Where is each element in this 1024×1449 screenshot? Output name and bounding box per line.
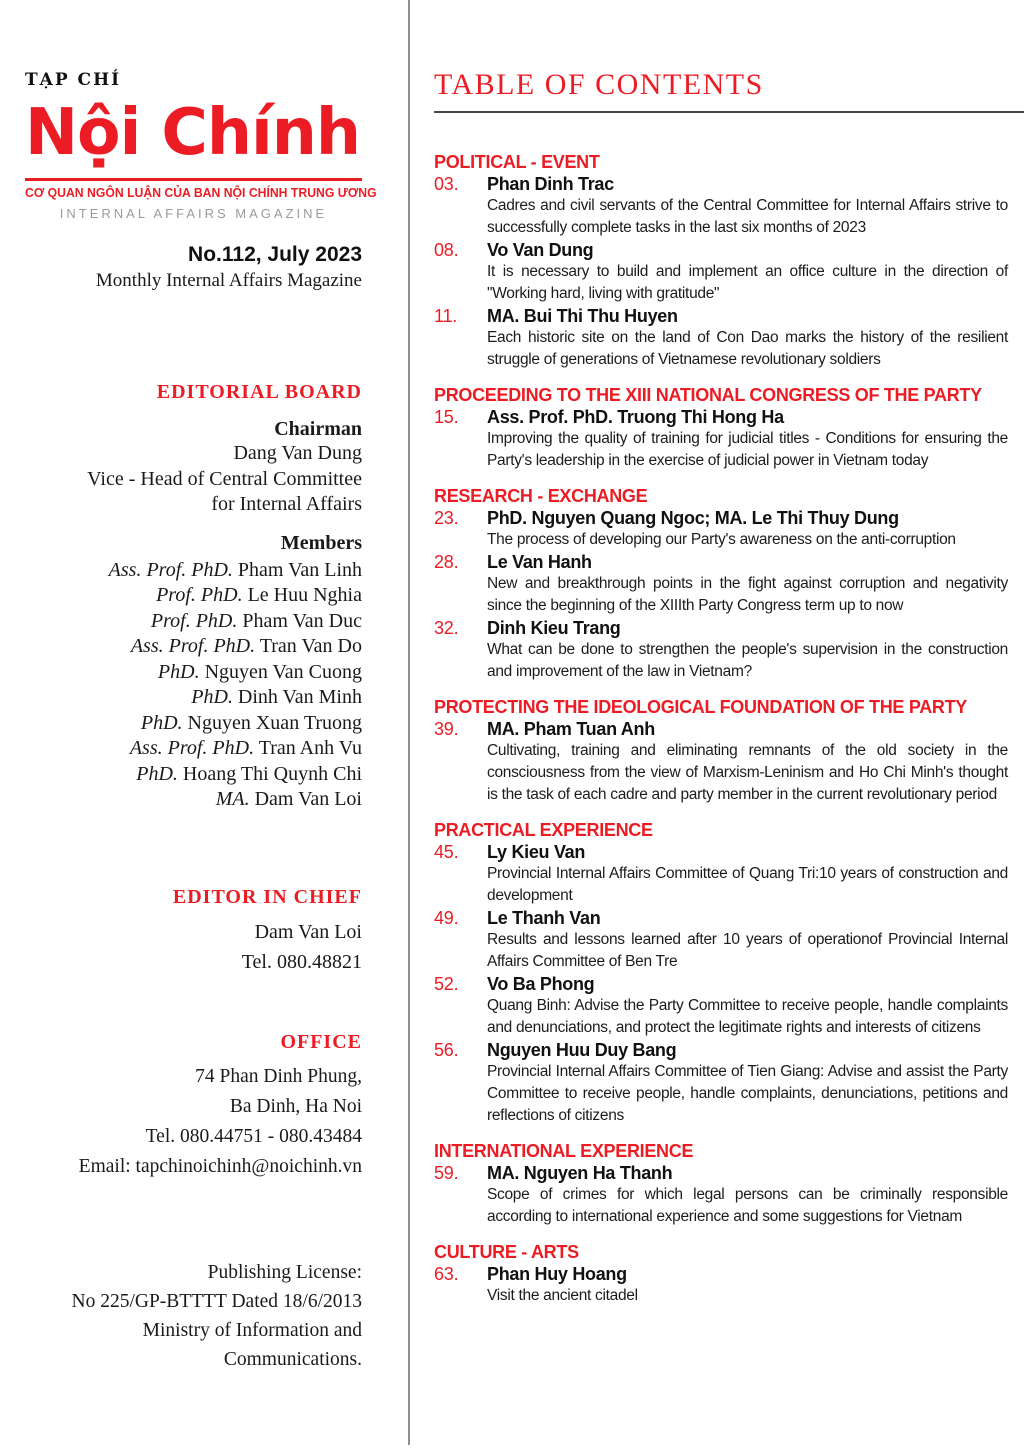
toc-entry-summary: Cultivating, training and eliminating remnants of the old society in the consciousness from the view of Marxism-Leninism and Ho Chi Minh's thought is the task of each cadre and party member in the current revolutionary period	[487, 742, 1008, 803]
toc-entry-author: Dinh Kieu Trang	[487, 618, 621, 638]
toc-section-heading: CULTURE - ARTS	[434, 1242, 579, 1262]
office-email: Email: tapchinoichinh@noichinh.vn	[78, 1156, 362, 1177]
board-member	[0, 583, 362, 609]
toc-entry-author: MA. Bui Thi Thu Huyen	[487, 306, 678, 326]
toc-entry-page-number: 08.	[434, 240, 459, 260]
license-line: Communications.	[223, 1349, 362, 1370]
member-name: Pham Van Linh	[237, 558, 362, 581]
members-label: Members	[280, 531, 362, 554]
entry-list	[434, 718, 1008, 806]
masthead	[25, 70, 377, 221]
editorial-board-title: EDITORIAL BOARD	[156, 381, 362, 403]
table-of-contents	[434, 0, 1008, 1307]
office-title: OFFICE	[280, 1031, 362, 1053]
magazine-small-title: TẠP CHÍ	[25, 70, 122, 90]
toc-entry-page-number: 23.	[434, 508, 459, 528]
publishing-license	[0, 1258, 362, 1374]
license-line: No 225/GP-BTTTT Dated 18/6/2013	[71, 1291, 362, 1312]
member-title: PhD.	[191, 686, 233, 708]
office-address-line: 74 Phan Dinh Phung,	[195, 1066, 362, 1087]
toc-entry	[434, 305, 1008, 371]
office-tel: Tel. 080.44751 - 080.43484	[145, 1126, 362, 1147]
tagline-english: INTERNAL AFFAIRS MAGAZINE	[59, 206, 328, 221]
toc-entry-summary: What can be done to strengthen the people's supervision in the construction and improvement of the law in Vietnam?	[487, 641, 1008, 680]
license-line: Publishing License:	[207, 1262, 362, 1283]
toc-entry-page-number: 59.	[434, 1163, 459, 1183]
toc-entry-summary: Each historic site on the land of Con Dao marks the history of the resilient struggle of generations of Vietnamese revolutionary soldiers	[487, 329, 1008, 368]
toc-section-heading: RESEARCH - EXCHANGE	[434, 486, 648, 506]
toc-entry-summary: New and breakthrough points in the fight against corruption and negativity since the beginning of the XIIIth Party Congress term up to now	[487, 575, 1008, 614]
office-block	[0, 1031, 362, 1182]
member-name: Dam Van Loi	[254, 788, 362, 810]
column-divider	[408, 0, 410, 1445]
member-name: Nguyen Van Cuong	[204, 660, 362, 683]
toc-entry-author: MA. Pham Tuan Anh	[487, 719, 655, 739]
member-name: Hoang Thi Quynh Chi	[182, 762, 362, 785]
toc-entry-page-number: 39.	[434, 719, 459, 739]
toc-title: TABLE OF CONTENTS	[434, 68, 764, 101]
toc-section-heading: PRACTICAL EXPERIENCE	[434, 820, 653, 840]
toc-entry-author: Ass. Prof. PhD. Truong Thi Hong Ha	[487, 407, 784, 427]
toc-entry-page-number: 52.	[434, 974, 459, 994]
issue-block	[0, 243, 362, 292]
toc-entry-author: MA. Nguyen Ha Thanh	[487, 1163, 673, 1183]
member-title: Prof. PhD.	[150, 609, 238, 632]
toc-entry-page-number: 49.	[434, 908, 459, 928]
toc-section	[434, 1140, 1008, 1228]
toc-entry-author: Ly Kieu Van	[487, 842, 586, 862]
toc-entry-summary: Cadres and civil servants of the Central Committee for Internal Affairs strive to successfully complete tasks in the last six months of 2023	[487, 197, 1008, 236]
entry-list	[434, 1263, 1008, 1307]
editor-in-chief-title: EDITOR IN CHIEF	[172, 886, 362, 908]
toc-title-rule	[434, 111, 1024, 113]
board-member	[0, 558, 362, 584]
toc-entry-summary: Visit the ancient citadel	[487, 1287, 638, 1304]
editorial-board	[0, 381, 362, 813]
member-name: Nguyen Xuan Truong	[187, 711, 362, 734]
toc-entry-summary: The process of developing our Party's awareness on the anti-corruption	[487, 531, 956, 548]
toc-entry	[434, 1039, 1008, 1127]
toc-section-heading: INTERNATIONAL EXPERIENCE	[434, 1141, 694, 1161]
board-member	[0, 736, 362, 762]
issue-subtitle: Monthly Internal Affairs Magazine	[95, 270, 362, 291]
member-title: PhD.	[140, 711, 183, 734]
toc-section	[434, 384, 1008, 472]
board-member	[0, 762, 362, 788]
toc-entry-page-number: 56.	[434, 1040, 459, 1060]
toc-entry-page-number: 63.	[434, 1264, 459, 1284]
toc-entry	[434, 617, 1008, 683]
member-name: Dinh Van Minh	[237, 686, 362, 708]
toc-entry-summary: Quang Binh: Advise the Party Committee to receive people, handle complaints and denunciations, and protect the legitimate rights and interests of citizens	[487, 997, 1008, 1036]
board-member	[0, 711, 362, 737]
entry-list	[434, 841, 1008, 1127]
office-address-line: Ba Dinh, Ha Noi	[229, 1096, 362, 1117]
toc-section	[434, 819, 1008, 1127]
toc-entry-author: PhD. Nguyen Quang Ngoc; MA. Le Thi Thuy Dung	[487, 508, 899, 528]
toc-entry-page-number: 32.	[434, 618, 459, 638]
toc-entry-author: Vo Van Dung	[487, 240, 594, 260]
member-title: PhD.	[157, 660, 200, 683]
editor-in-chief-name: Dam Van Loi	[254, 921, 362, 943]
toc-section	[434, 151, 1008, 371]
toc-entry-author: Phan Huy Hoang	[487, 1264, 627, 1284]
magazine-logo: Nội Chính	[25, 96, 360, 170]
member-name: Pham Van Duc	[242, 609, 362, 632]
toc-entry-page-number: 28.	[434, 552, 459, 572]
chairman-label: Chairman	[274, 418, 362, 440]
toc-entry-summary: Provincial Internal Affairs Committee of Tien Giang: Advise and assist the Party Committee to receive people, handle complaints, denunciations, petitions and reflections of citizens	[487, 1063, 1008, 1124]
toc-entry	[434, 406, 1008, 472]
toc-entry-page-number: 45.	[434, 842, 459, 862]
toc-entry-summary: Scope of crimes for which legal persons can be criminally responsible according to international experience and some suggestions for Vietnam	[487, 1186, 1008, 1225]
toc-entry	[434, 1263, 1008, 1307]
toc-entry-page-number: 15.	[434, 407, 459, 427]
chairman-role-line: Vice - Head of Central Committee	[87, 467, 362, 490]
toc-entry	[434, 973, 1008, 1039]
member-title: MA.	[215, 788, 250, 810]
toc-entry	[434, 239, 1008, 305]
toc-entry-author: Nguyen Huu Duy Bang	[487, 1040, 677, 1060]
toc-entry	[434, 507, 1008, 551]
board-member	[0, 634, 362, 660]
member-title: Ass. Prof. PhD.	[108, 558, 233, 581]
toc-entry-author: Vo Ba Phong	[487, 974, 595, 994]
license-line: Ministry of Information and	[142, 1320, 362, 1341]
member-name: Tran Van Do	[259, 635, 362, 657]
logo-underline	[25, 178, 362, 181]
board-member	[0, 685, 362, 711]
editor-in-chief-tel: Tel. 080.48821	[241, 951, 362, 973]
toc-entry	[434, 907, 1008, 973]
toc-entry-summary: Improving the quality of training for judicial titles - Conditions for ensuring the Party's leadership in the exercise of judicial power in Vietnam today	[487, 430, 1008, 469]
toc-entry-summary: Results and lessons learned after 10 years of operationof Provincial Internal Affairs Committee of Ben Tre	[487, 931, 1008, 970]
issue-number: No.112, July 2023	[188, 243, 362, 266]
members-list	[0, 558, 362, 813]
entry-list	[434, 1162, 1008, 1228]
toc-entry-author: Le Thanh Van	[487, 908, 601, 928]
member-name: Tran Anh Vu	[258, 737, 362, 759]
member-title: Ass. Prof. PhD.	[129, 737, 255, 759]
entry-list	[434, 507, 1008, 683]
chairman-role-line: for Internal Affairs	[211, 493, 362, 515]
toc-entry-author: Phan Dinh Trac	[487, 174, 614, 194]
editor-in-chief	[0, 886, 362, 977]
toc-entry-summary: It is necessary to build and implement an office culture in the direction of "Working hard, living with gratitude"	[487, 263, 1008, 302]
entry-list	[434, 406, 1008, 472]
toc-entry-page-number: 03.	[434, 174, 459, 194]
toc-entry-page-number: 11.	[434, 306, 458, 326]
toc-section-heading: PROCEEDING TO THE XIII NATIONAL CONGRESS OF THE PARTY	[434, 385, 982, 405]
left-column	[0, 0, 408, 1449]
board-member	[0, 787, 362, 813]
toc-entry	[434, 841, 1008, 907]
toc-section	[434, 1241, 1008, 1307]
toc-section-heading: PROTECTING THE IDEOLOGICAL FOUNDATION OF THE PARTY	[434, 697, 967, 717]
board-member	[0, 609, 362, 635]
member-title: Prof. PhD.	[156, 584, 243, 606]
toc-section-heading: POLITICAL - EVENT	[434, 152, 600, 172]
entry-list	[434, 173, 1008, 371]
toc-entry	[434, 551, 1008, 617]
member-name: Le Huu Nghia	[247, 584, 362, 606]
toc-entry-summary: Provincial Internal Affairs Committee of Quang Tri:10 years of construction and development	[487, 865, 1008, 904]
toc-sections	[434, 151, 1008, 1307]
toc-section	[434, 696, 1008, 806]
board-member	[0, 660, 362, 686]
member-title: Ass. Prof. PhD.	[130, 635, 256, 657]
tagline-vietnamese: CƠ QUAN NGÔN LUẬN CỦA BAN NỘI CHÍNH TRUNG ƯƠNG	[25, 185, 377, 200]
chairman-name: Dang Van Dung	[233, 442, 362, 464]
toc-entry	[434, 173, 1008, 239]
toc-entry	[434, 1162, 1008, 1228]
member-title: PhD.	[136, 762, 178, 785]
toc-entry	[434, 718, 1008, 806]
toc-section	[434, 485, 1008, 683]
toc-entry-author: Le Van Hanh	[487, 552, 592, 572]
